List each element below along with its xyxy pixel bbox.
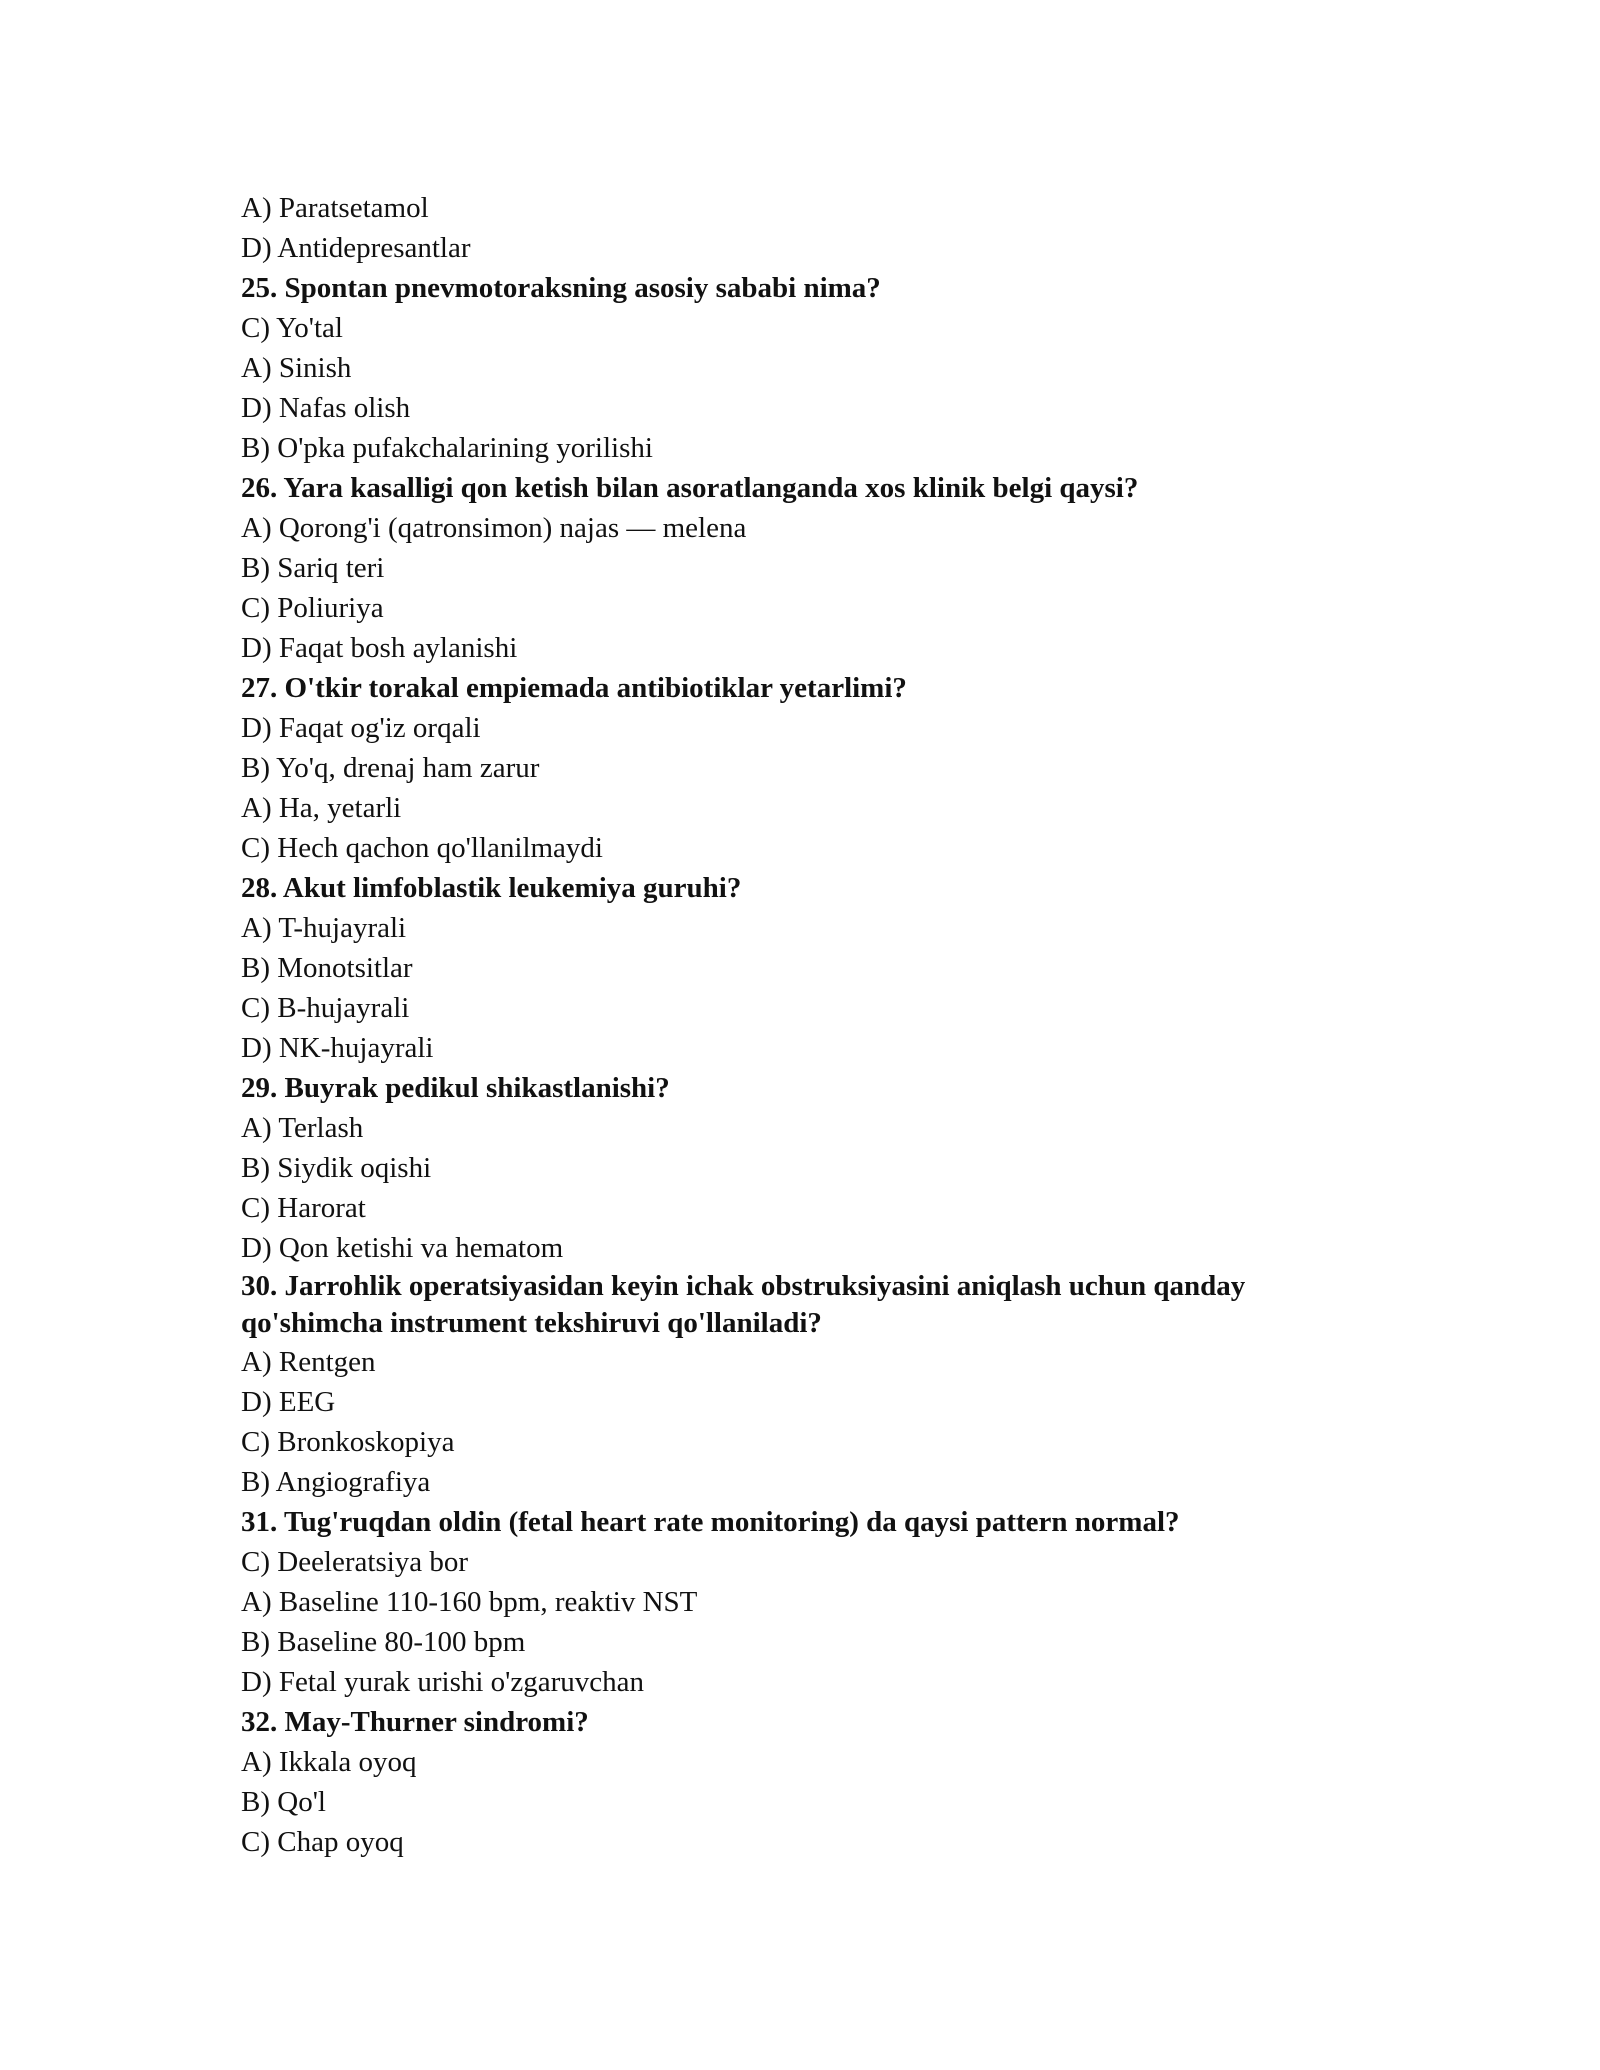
option-line: D) Fetal yurak urishi o'zgaruvchan	[241, 1666, 645, 1698]
question-heading: 26. Yara kasalligi qon ketish bilan asoratlanganda xos klinik belgi qaysi?	[241, 472, 1139, 504]
option-line: A) Rentgen	[241, 1346, 376, 1378]
option-line: D) Antidepresantlar	[241, 232, 471, 264]
option-line: B) Monotsitlar	[241, 952, 413, 984]
option-line: C) Yo'tal	[241, 312, 343, 344]
option-line: B) Qo'l	[241, 1786, 326, 1818]
option-line: D) Faqat og'iz orqali	[241, 712, 481, 744]
option-line: D) Nafas olish	[241, 392, 411, 424]
option-line: A) Ha, yetarli	[241, 792, 402, 824]
option-line: C) Harorat	[241, 1192, 366, 1224]
question-heading: 27. O'tkir torakal empiemada antibiotiklar yetarlimi?	[241, 672, 907, 704]
option-line: A) T-hujayrali	[241, 912, 407, 944]
option-line: D) EEG	[241, 1386, 336, 1418]
option-line: B) Siydik oqishi	[241, 1152, 432, 1184]
option-line: C) Poliuriya	[241, 592, 384, 624]
option-line: A) Sinish	[241, 352, 352, 384]
question-heading: 30. Jarrohlik operatsiyasidan keyin ichak obstruksiyasini aniqlash uchun qanday qo'shimcha instrument tekshiruvi qo'llaniladi?	[241, 1270, 1246, 1339]
option-line: C) Hech qachon qo'llanilmaydi	[241, 832, 603, 864]
option-line: A) Ikkala oyoq	[241, 1746, 417, 1778]
option-line: A) Qorong'i (qatronsimon) najas — melena	[241, 512, 747, 544]
option-line: A) Paratsetamol	[241, 192, 429, 224]
option-line: B) Angiografiya	[241, 1466, 431, 1498]
option-line: D) Qon ketishi va hematom	[241, 1232, 564, 1264]
question-heading: 31. Tug'ruqdan oldin (fetal heart rate monitoring) da qaysi pattern normal?	[241, 1506, 1180, 1538]
option-line: B) Yo'q, drenaj ham zarur	[241, 752, 540, 784]
option-line: B) Baseline 80-100 bpm	[241, 1626, 526, 1658]
question-heading: 28. Akut limfoblastik leukemiya guruhi?	[241, 872, 742, 904]
option-line: C) Deeleratsiya bor	[241, 1546, 469, 1578]
question-heading: 32. May-Thurner sindromi?	[241, 1706, 589, 1738]
option-line: A) Baseline 110-160 bpm, reaktiv NST	[241, 1586, 698, 1618]
question-heading: 29. Buyrak pedikul shikastlanishi?	[241, 1072, 670, 1104]
option-line: C) Chap oyoq	[241, 1826, 404, 1858]
option-line: C) B-hujayrali	[241, 992, 410, 1024]
option-line: B) Sariq teri	[241, 552, 385, 584]
question-heading: 25. Spontan pnevmotoraksning asosiy sababi nima?	[241, 272, 881, 304]
option-line: C) Bronkoskopiya	[241, 1426, 455, 1458]
option-line: A) Terlash	[241, 1112, 364, 1144]
option-line: B) O'pka pufakchalarining yorilishi	[241, 432, 653, 464]
quiz-content	[241, 188, 1361, 1862]
option-line: D) Faqat bosh aylanishi	[241, 632, 518, 664]
option-line: D) NK-hujayrali	[241, 1032, 434, 1064]
